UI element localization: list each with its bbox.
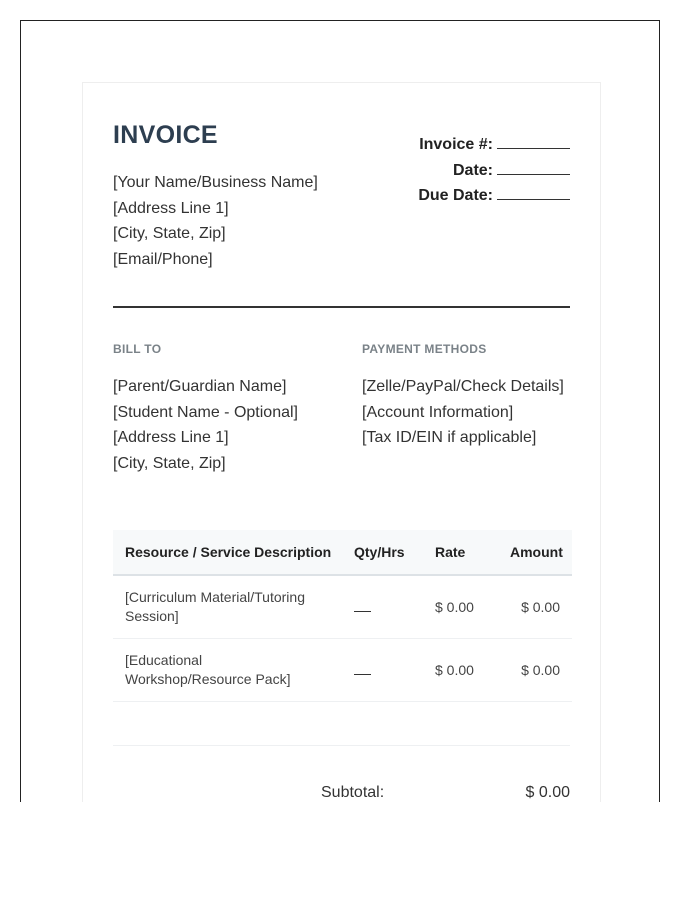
sender-name: [Your Name/Business Name] [113,174,318,191]
table-header-row [113,530,572,575]
bill-to-block [113,374,298,477]
column-header-qty: Qty/Hrs [342,530,423,575]
items-table [113,530,572,702]
sender-contact: [Email/Phone] [113,251,213,269]
header-divider [113,306,570,308]
bill-to-address: [Address Line 1] [113,429,229,447]
payment-details: [Zelle/PayPal/Check Details] [362,378,564,395]
payment-methods-block [362,374,564,451]
payment-taxid: [Tax ID/EIN if applicable] [362,429,537,447]
bill-to-student: [Student Name - Optional] [113,403,298,421]
invoice-number-blank [497,134,570,149]
qty-blank [354,599,371,612]
date-blank [497,160,570,175]
column-header-description: Resource / Service Description [113,530,342,575]
row-rate: $ 0.00 [423,575,498,639]
due-date-label: Due Date: [418,187,493,205]
table-row [113,639,572,702]
date-row [418,158,570,184]
totals-divider [113,745,570,746]
row-description: [Curriculum Material/Tutoring Session] [113,575,342,639]
bill-to-guardian: [Parent/Guardian Name] [113,378,287,395]
bill-to-city: [City, State, Zip] [113,455,226,473]
table-row [113,575,572,639]
invoice-number-label: Invoice #: [419,136,493,153]
row-description: [Educational Workshop/Resource Pack] [113,639,342,702]
row-qty [342,575,423,639]
subtotal-value: $ 0.00 [525,784,570,801]
invoice-title: INVOICE [113,121,218,149]
invoice-number-row [418,132,570,158]
row-amount: $ 0.00 [498,575,572,639]
row-rate: $ 0.00 [423,639,498,702]
invoice-meta [418,132,570,209]
due-date-blank [497,185,570,200]
due-date-row [418,183,570,209]
document-frame [20,20,660,802]
sender-city: [City, State, Zip] [113,225,226,243]
row-amount: $ 0.00 [498,639,572,702]
payment-account: [Account Information] [362,403,514,421]
payment-methods-heading: PAYMENT METHODS [362,342,487,356]
sender-info [113,170,318,273]
date-label: Date: [452,161,493,179]
bill-to-heading: BILL TO [113,342,162,356]
invoice-page [82,82,601,802]
column-header-rate: Rate [423,530,498,575]
column-header-amount: Amount [498,530,572,575]
row-qty [342,639,423,702]
subtotal-label: Subtotal: [321,784,385,801]
qty-blank [354,662,371,675]
sender-address: [Address Line 1] [113,199,229,217]
